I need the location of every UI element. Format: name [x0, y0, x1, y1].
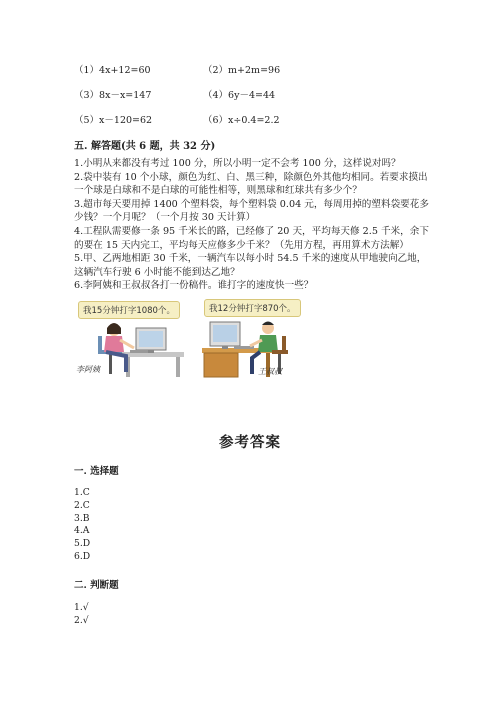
equation-4: （4）6y－4=44 [203, 90, 276, 101]
right-person-name: 王叔叔 [258, 367, 282, 376]
answers-title: 参考答案 [219, 434, 281, 451]
right-illustration [196, 296, 300, 380]
right-speech-bubble: 我12分钟打字870个。 [204, 299, 301, 317]
problem-2: 2.袋中装有 10 个小球，颜色为红、白、黑三种，除颜色外其他均相同。若要求摸出一个球是白球和不是白球的可能性相等，则黑球和红球共有多少个？ [74, 171, 428, 197]
left-person-name: 李阿姨 [76, 365, 100, 374]
answer-item: 4.A [74, 525, 90, 537]
answers-section-2-title: 二. 判断题 [74, 580, 119, 591]
problem-5: 5.甲、乙两地相距 30 千米，一辆汽车以每小时 54.5 千米的速度从甲地驶向乙地，这辆汽车行驶 6 小时能不能到达乙地？ [74, 253, 427, 278]
answer-item: 3.B [74, 512, 90, 524]
problem-4: 4.工程队需要修一条 95 千米长的路，已经修了 20 天，平均每天修 2.5 千米，余下的要在 15 天内完工，平均每天应修多少千米？（先用方程，再用算术方法解） [74, 225, 429, 251]
problem-list [74, 157, 434, 293]
left-illustration [74, 298, 192, 380]
answer-item: 1.C [74, 487, 90, 498]
answers-section-1-title: 一. 选择题 [74, 466, 119, 477]
left-speech-bubble: 我15分钟打字1080个。 [78, 301, 180, 319]
answers-section-2-list [74, 602, 89, 628]
section-5-title: 五. 解答题(共 6 题，共 32 分) [74, 141, 216, 152]
equation-6: （6）x÷0.4=2.2 [203, 115, 280, 126]
answers-section-1-list [74, 487, 90, 564]
answer-item: 5.D [74, 538, 91, 550]
equation-1: （1）4x+12=60 [74, 65, 151, 76]
answer-item: 2.√ [74, 614, 89, 626]
answer-item: 1.√ [74, 602, 89, 613]
problem-3: 3.超市每天要用掉 1400 个塑料袋，每个塑料袋 0.04 元，每周用掉的塑料袋要花多少钱？一个月呢？（一个月按 30 天计算） [74, 198, 429, 224]
equation-3: （3）8x－x=147 [74, 90, 152, 101]
problem-1: 1.小明从来都没有考过 100 分，所以小明一定不会考 100 分，这样说对吗？ [74, 158, 401, 169]
equation-5: （5）x－120=62 [74, 115, 153, 126]
problem-6: 6.李阿姨和王叔叔各打一份稿件。谁打字的速度快一些？ [74, 280, 314, 292]
answer-item: 6.D [74, 550, 91, 562]
answer-item: 2.C [74, 499, 90, 511]
equation-2: （2）m+2m=96 [203, 65, 281, 76]
